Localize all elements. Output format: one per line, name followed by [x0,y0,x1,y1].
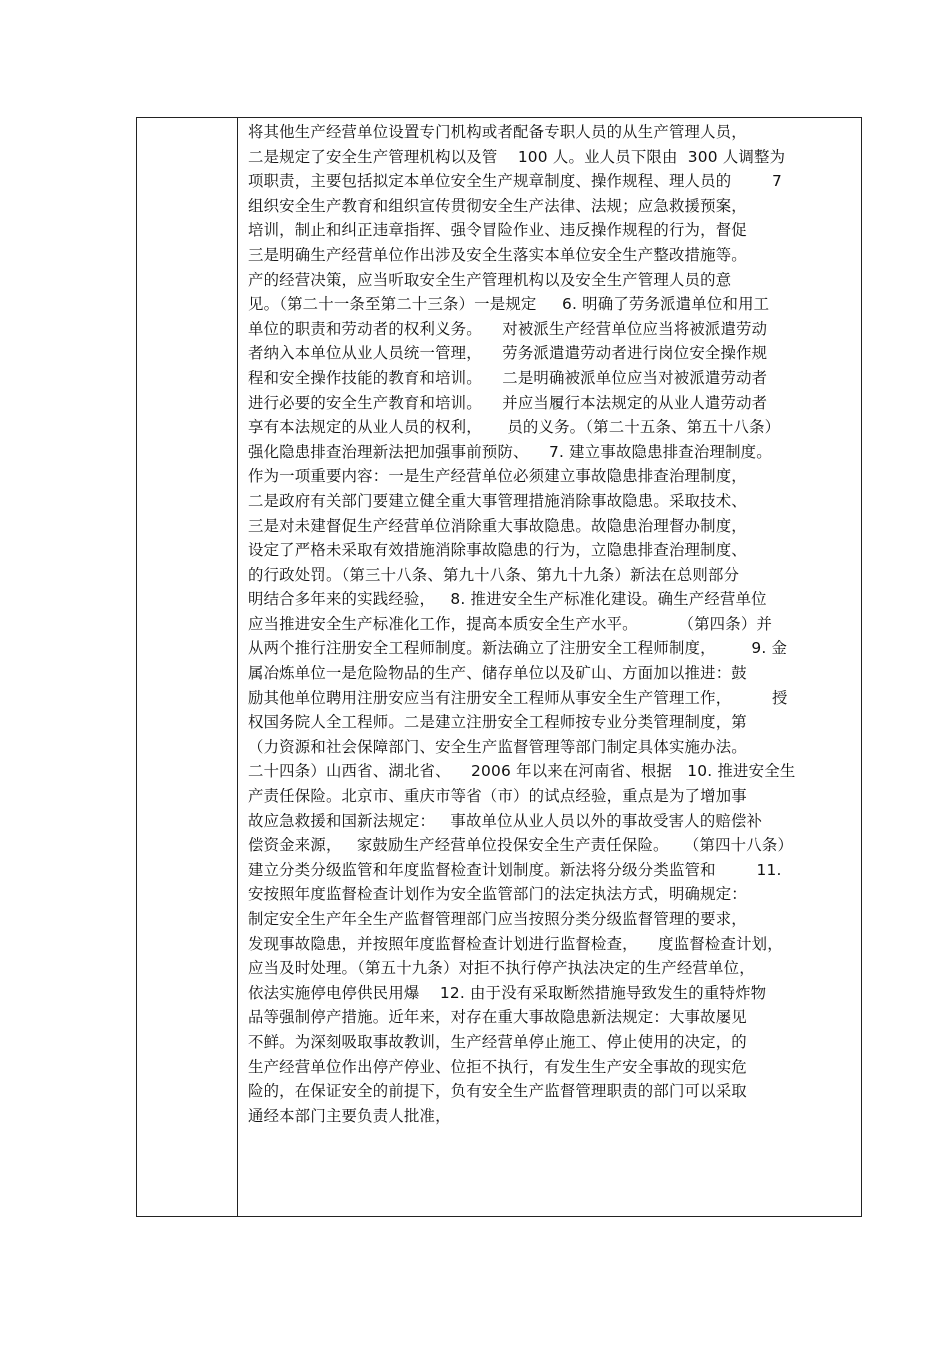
text-line: 二是政府有关部门要建立健全重大事管理措施消除事故隐患。采取技术、 [248,491,747,510]
document-table [136,117,862,1217]
text-line: 制定安全生产年全生产监督管理部门应当按照分类分级监督管理的要求， [248,910,747,928]
text-line: 产的经营决策，应当听取安全生产管理机构以及安全生产管理人员的意 [248,270,732,289]
text-line: 依法实施停电停供民用爆 12. 由于没有采取断然措施导致发生的重特炸物 [248,983,767,1002]
text-line: 享有本法规定的从业人员的权利， 员的义务。（第二十五条、第五十八条） [248,418,781,437]
text-line: 组织安全生产教育和组织宣传贯彻安全生产法律、法规；应急救援预案， [248,196,747,215]
text-line: 二是规定了安全生产管理机构以及管 100 人。业人员下限由 300 人调整为 [248,147,786,166]
text-line: 三是对未建督促生产经营单位消除重大事故隐患。故隐患治理督办制度， [248,516,747,535]
text-line: 产责任保险。北京市、重庆市等省（市）的试点经验，重点是为了增加事 [248,787,747,806]
text-line: 励其他单位聘用注册安应当有注册安全工程师从事安全生产管理工作， 授 [248,688,788,707]
text-line: 设定了严格未采取有效措施消除事故隐患的行为，立隐患排查治理制度、 [248,541,747,560]
text-lines [248,120,950,1128]
text-line: 作为一项重要内容：一是生产经营单位必须建立事故隐患排查治理制度， [248,467,747,486]
text-line: 通经本部门主要负责人批准， [248,1106,451,1125]
text-line: 权国务院人全工程师。二是建立注册安全工程师按专业分类管理制度，第 [248,713,747,732]
text-line: 见。（第二十一条至第二十三条）一是规定 6. 明确了劳务派遣单位和用工 [248,295,770,314]
text-line: 强化隐患排查治理新法把加强事前预防、 7. 建立事故隐患排查治理制度。 [248,442,772,461]
text-line: 不鲜。为深刻吸取事故教训，生产经营单停止施工、停止使用的决定，的 [248,1032,747,1051]
text-line: 险的，在保证安全的前提下，负有安全生产监督管理职责的部门可以采取 [248,1082,747,1101]
text-line: 品等强制停产措施。近年来，对存在重大事故隐患新法规定：大事故屡见 [248,1008,747,1027]
text-line: 故应急救援和国新法规定： 事故单位从业人员以外的事故受害人的赔偿补 [248,811,763,830]
content-cell [239,118,861,1216]
text-line: 二十四条）山西省、湖北省、 2006 年以来在河南省、根据 10. 推进安全生 [248,762,796,781]
text-line: 的行政处罚。（第三十八条、第九十八条、第九十九条）新法在总则部分 [248,565,740,584]
text-line: 将其他生产经营单位设置专门机构或者配备专职人员的从生产管理人员， [248,123,747,141]
left-empty-cell [137,118,238,1216]
text-line: 程和安全操作技能的教育和培训。 二是明确被派单位应当对被派遣劳动者 [248,368,768,387]
text-line: 安按照年度监督检查计划作为安全监管部门的法定执法方式，明确规定： [248,885,747,904]
text-line: 者纳入本单位从业人员统一管理， 劳务派遣遣劳动者进行岗位安全操作规 [248,344,768,363]
text-line: 三是明确生产经营单位作出涉及安全生落实本单位安全生产整改措施等。 [248,245,747,264]
text-line: 建立分类分级监管和年度监督检查计划制度。新法将分级分类监管和 11. [248,860,782,879]
text-line: 项职责，主要包括拟定本单位安全生产规章制度、操作规程、理人员的 7 [248,172,783,191]
text-line: 发现事故隐患，并按照年度监督检查计划进行监督检查， 度监督检查计划， [248,934,783,953]
text-line: （力资源和社会保障部门、安全生产监督管理等部门制定具体实施办法。 [248,737,747,756]
text-line: 属冶炼单位一是危险物品的生产、储存单位以及矿山、方面加以推进：鼓 [248,664,747,683]
text-line: 应当推进安全生产标准化工作，提高本质安全生产水平。 （第四条）并 [248,614,773,633]
text-line: 明结合多年来的实践经验， 8. 推进安全生产标准化建设。确生产经营单位 [248,590,767,609]
text-line: 培训，制止和纠正违章指挥、强令冒险作业、违反操作规程的行为，督促 [248,221,747,240]
text-line: 进行必要的安全生产教育和培训。 并应当履行本法规定的从业人遣劳动者 [248,393,768,412]
text-line: 偿资金来源， 家鼓励生产经营单位投保安全生产责任保险。 （第四十八条） [248,836,794,855]
text-line: 从两个推行注册安全工程师制度。新法确立了注册安全工程师制度， 9. 金 [248,639,788,658]
text-line: 单位的职责和劳动者的权利义务。 对被派生产经营单位应当将被派遣劳动 [248,319,768,338]
text-line: 应当及时处理。（第五十九条）对拒不执行停产执法决定的生产经营单位， [248,959,755,978]
text-line: 生产经营单位作出停产停业、位拒不执行，有发生生产安全事故的现实危 [248,1057,747,1076]
